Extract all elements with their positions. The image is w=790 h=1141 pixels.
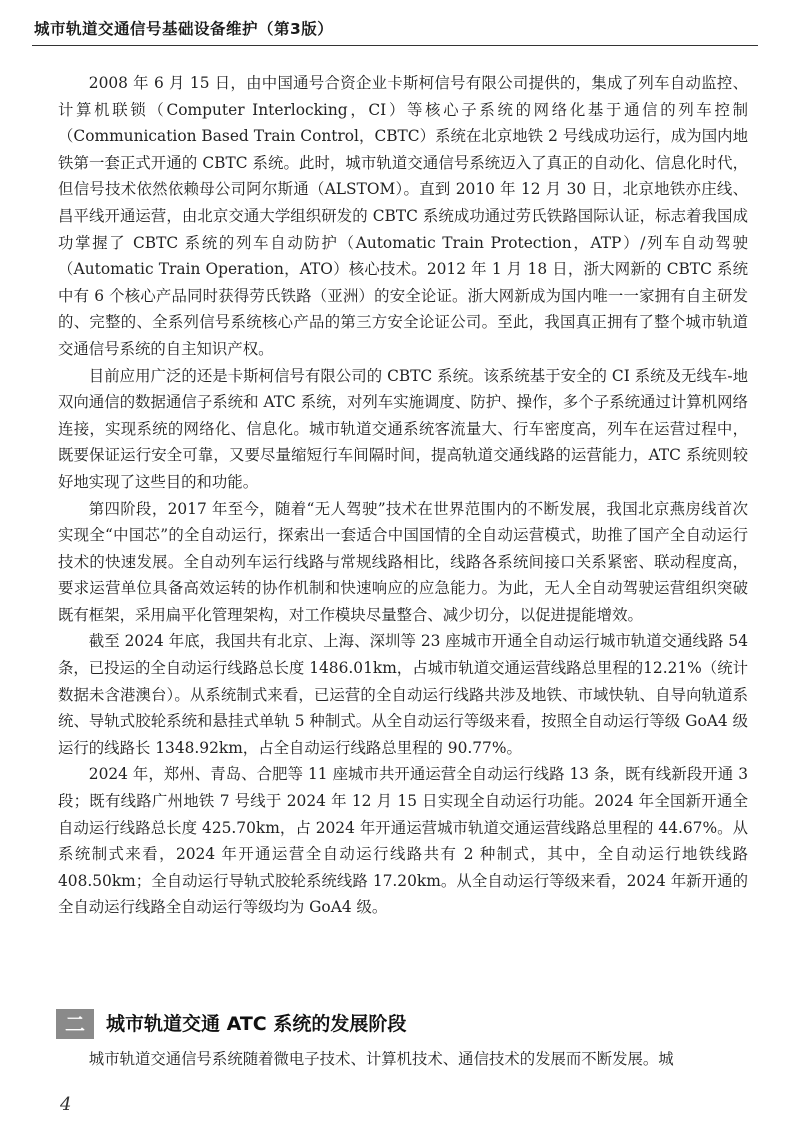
paragraph-casco-cbtc: 目前应用广泛的还是卡斯柯信号有限公司的 CBTC 系统。该系统基于安全的 CI 系统及无线车-地双向通信的数据通信子系统和 ATC 系统，对列车实施调度、防护、操作，多个子系统通过计算机网络连接，实现系统的网络化、信息化。城市轨道交通系统客流量大、行车密度高，列车在运营过程中，既要保证运行安全可靠，又要尽量缩短行车间隔时间，提高轨道交通线路的运营能力，ATC 系统则较好地实现了这些目的和功能。	[58, 366, 748, 491]
header-rule	[32, 45, 758, 46]
section-title: 城市轨道交通 ATC 系统的发展阶段	[106, 1013, 407, 1035]
section-body-text	[58, 1046, 748, 1073]
section-number-badge: 二	[56, 1009, 94, 1039]
paragraph-stats-2024: 2024 年，郑州、青岛、合肥等 11 座城市共开通运营全自动运行线路 13 条，既有线新段开通 3 段；既有线路广州地铁 7 号线于 2024 年 12 月 15 日实现全自动运行功能。2024 年全国新开通全自动运行线路总长度 425.70km，占 2024 年开通运营城市轨道交通运营线路总里程的 44.67%。从系统制式来看，2024 年开通运营全自动运行线路共有 2 种制式，其中，全自动运行地铁线路 408.50km；全自动运行导轨式胶轮系统线路 17.20km。从全自动运行等级来看，2024 年新开通的全自动运行线路全自动运行等级均为 GoA4 级。	[58, 765, 748, 917]
paragraph-cbtc-history: 2008 年 6 月 15 日，由中国通号合资企业卡斯柯信号有限公司提供的，集成了列车自动监控、计算机联锁（Computer Interlocking，CI）等核心子系统的网络化基于通信的列车控制（Communication Based Train Control，CBTC）系统在北京地铁 2 号线成功运行，成为国内地铁第一套正式开通的 CBTC 系统。此时，城市轨道交通信号系统迈入了真正的自动化、信息化时代，但信号技术依然依赖母公司阿尔斯通（ALSTOM）。直到 2010 年 12 月 30 日，北京地铁亦庄线、昌平线开通运营，由北京交通大学组织研发的 CBTC 系统成功通过劳氏铁路国际认证，标志着我国成功掌握了 CBTC 系统的列车自动防护（Automatic Train Protection，ATP）/列车自动驾驶（Automatic Train Operation，ATO）核心技术。2012 年 1 月 18 日，浙大网新的 CBTC 系统中有 6 个核心产品同时获得劳氏铁路（亚洲）的安全论证。浙大网新成为国内唯一一家拥有自主研发的、完整的、全系列信号系统核心产品的第三方安全论证公司。至此，我国真正拥有了整个城市轨道交通信号系统的自主知识产权。	[58, 74, 748, 358]
page-number: 4	[60, 1094, 72, 1115]
book-title: 城市轨道交通信号基础设备维护（第3版）	[34, 20, 334, 38]
paragraph-stats-2024-end: 截至 2024 年底，我国共有北京、上海、深圳等 23 座城市开通全自动运行城市轨道交通线路 54 条，已投运的全自动运行线路总长度 1486.01km，占城市轨道交通运营线路总里程的12.21%（统计数据未含港澳台）。从系统制式来看，已运营的全自动运行线路共涉及地铁、市域快轨、自导向轨道系统、导轨式胶轮系统和悬挂式单轨 5 种制式。从全自动运行等级来看，按照全自动运行等级 GoA4 级运行的线路长 1348.92km，占全自动运行线路总里程的 90.77%。	[58, 632, 748, 757]
paragraph-section-intro: 城市轨道交通信号系统随着微电子技术、计算机技术、通信技术的发展而不断发展。城	[88, 1050, 674, 1068]
running-header	[0, 0, 790, 62]
section-heading	[56, 1007, 746, 1041]
body-text	[58, 70, 748, 921]
paragraph-stage-four: 第四阶段，2017 年至今，随着“无人驾驶”技术在世界范围内的不断发展，我国北京燕房线首次实现全“中国芯”的全自动运行，探索出一套适合中国国情的全自动运营模式，助推了国产全自动运行技术的快速发展。全自动列车运行线路与常规线路相比，线路各系统间接口关系紧密、联动程度高，要求运营单位具备高效运转的协作机制和快速响应的应急能力。为此，无人全自动驾驶运营组织突破既有框架，采用扁平化管理架构，对工作模块尽量整合、减少切分，以促进提能增效。	[58, 499, 748, 624]
